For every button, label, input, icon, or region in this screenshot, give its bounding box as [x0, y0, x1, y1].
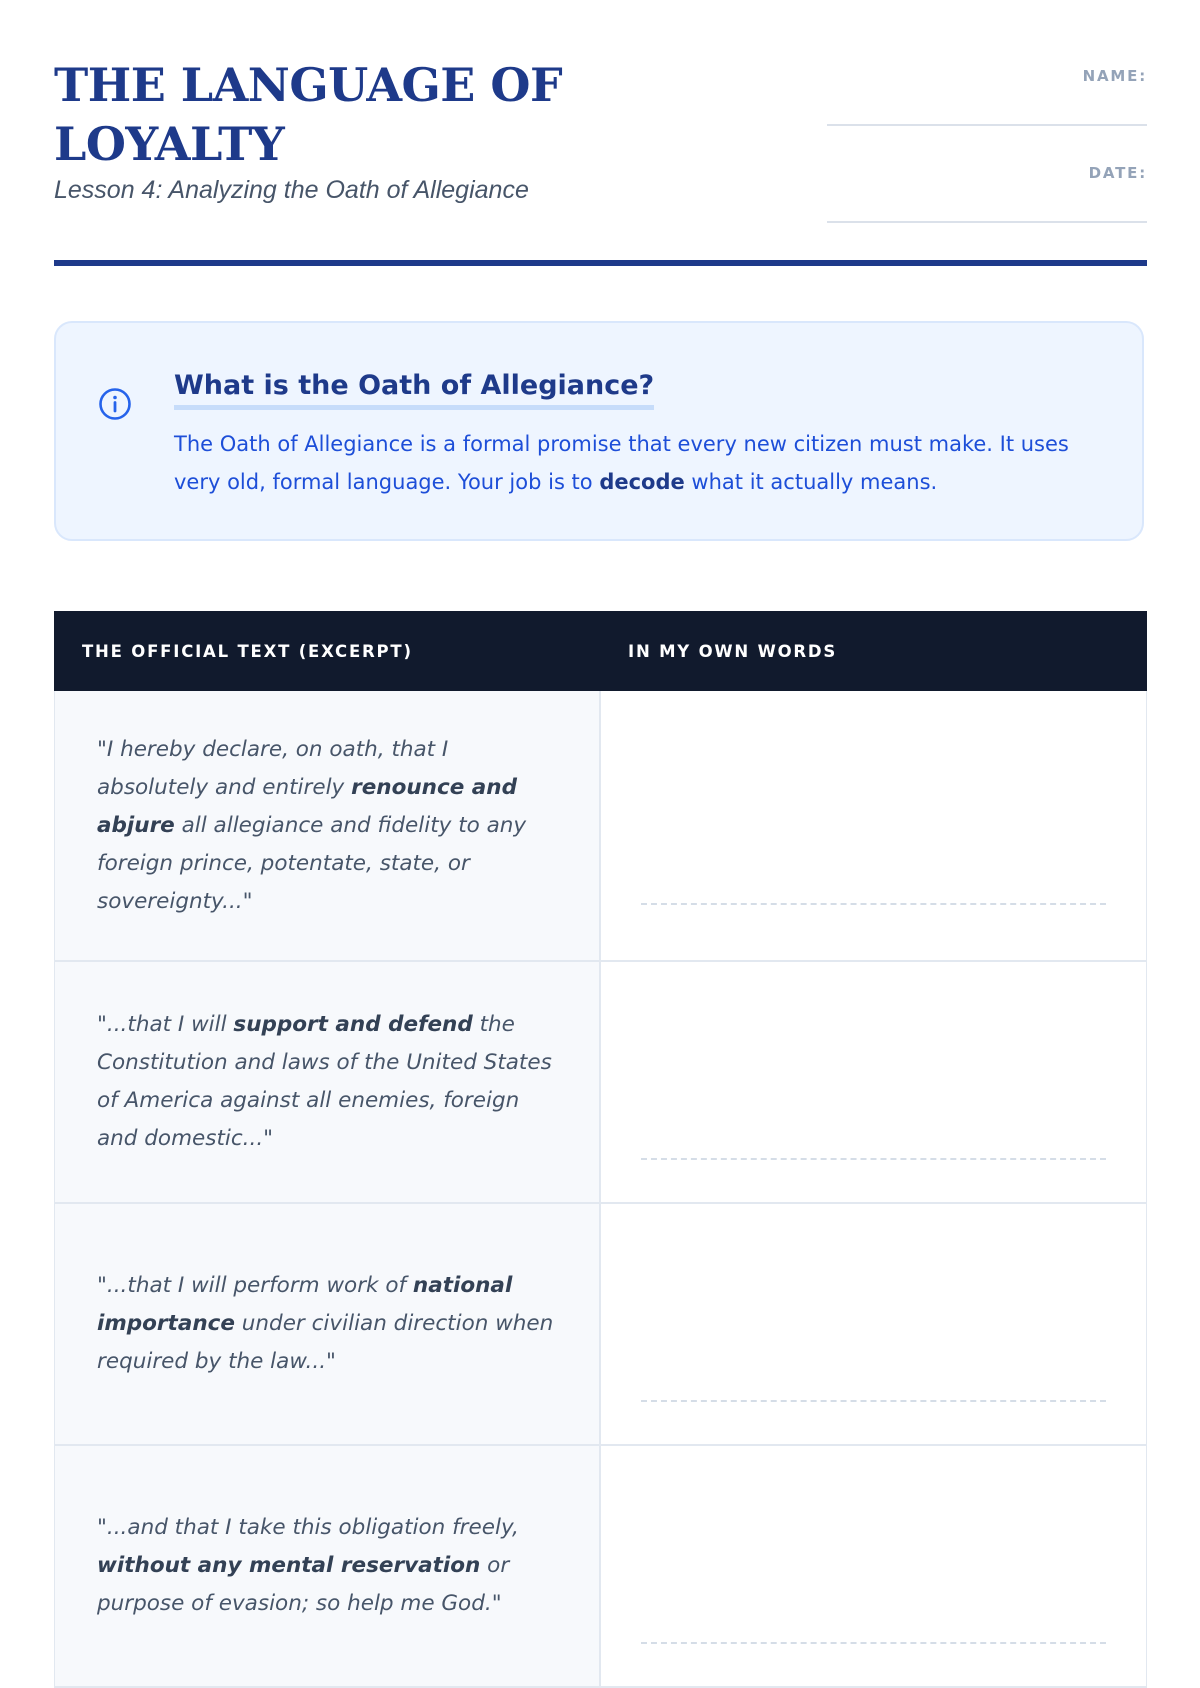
answer-line[interactable] — [641, 903, 1106, 905]
info-icon — [98, 387, 132, 421]
answer-line[interactable] — [641, 1400, 1106, 1402]
key-phrase: without any mental reservation — [97, 1553, 481, 1578]
info-keyword: decode — [599, 470, 685, 494]
table-row — [54, 962, 1147, 1204]
table-row — [54, 691, 1147, 962]
name-field[interactable] — [827, 124, 1147, 126]
info-text: The Oath of Allegiance is a formal promise that every new citizen must make. It uses very old, formal language. Your job is to decode what it actually means. — [174, 432, 1069, 494]
table-header — [54, 611, 1147, 691]
date-label: DATE: — [1088, 164, 1147, 182]
page-subtitle: Lesson 4: Analyzing the Oath of Allegiance — [54, 176, 529, 204]
page-title: THE LANGUAGE OF LOYALTY — [54, 58, 563, 171]
official-text-cell — [54, 1204, 601, 1444]
info-callout — [54, 321, 1144, 541]
answer-line[interactable] — [641, 1158, 1106, 1160]
key-phrase: national importance — [97, 1273, 513, 1336]
own-words-cell[interactable] — [601, 1204, 1147, 1444]
column-header-own-words: IN MY OWN WORDS — [628, 641, 838, 661]
oath-excerpt: "...that I will support and defend the Constitution and laws of the United States of America against all enemies, foreign and domestic..." — [97, 1012, 552, 1151]
oath-excerpt: "...that I will perform work of national importance under civilian direction when required by the law..." — [97, 1273, 554, 1374]
key-phrase: renounce and abjure — [97, 774, 517, 838]
table-row — [54, 1204, 1147, 1446]
own-words-cell[interactable] — [601, 691, 1147, 960]
answer-line[interactable] — [641, 1642, 1106, 1644]
official-text-cell — [54, 962, 601, 1202]
oath-excerpt: "...and that I take this obligation freely, without any mental reservation or purpose of evasion; so help me God." — [97, 1515, 519, 1616]
key-phrase: support and defend — [233, 1012, 473, 1037]
header-divider — [54, 260, 1147, 266]
name-label: NAME: — [1082, 67, 1147, 85]
info-title: What is the Oath of Allegiance? — [174, 369, 654, 410]
own-words-cell[interactable] — [601, 1446, 1147, 1686]
official-text-cell — [54, 1446, 601, 1686]
official-text-cell — [54, 691, 601, 960]
own-words-cell[interactable] — [601, 962, 1147, 1202]
table-row — [54, 1446, 1147, 1688]
column-header-official-text: THE OFFICIAL TEXT (EXCERPT) — [82, 641, 413, 661]
oath-excerpt: "I hereby declare, on oath, that I absolutely and entirely renounce and abjure all allegiance and fidelity to any foreign prince, potentate, state, or sovereignty..." — [97, 736, 527, 914]
date-field[interactable] — [827, 221, 1147, 223]
oath-analysis-table — [54, 611, 1147, 1688]
